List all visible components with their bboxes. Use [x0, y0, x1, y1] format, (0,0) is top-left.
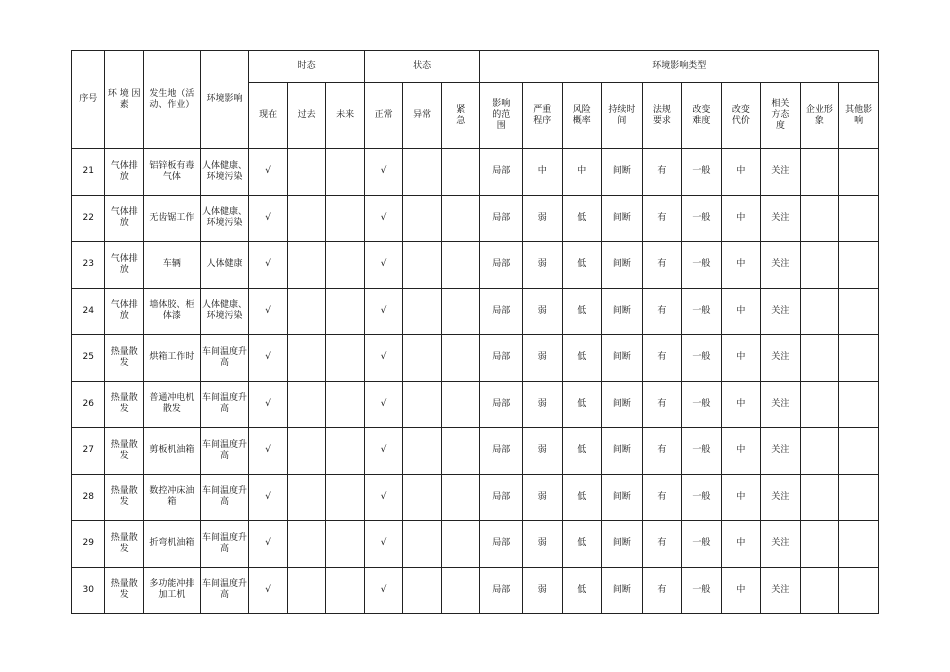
cell-abnormal: [403, 521, 442, 568]
cell-probability: 低: [562, 288, 602, 335]
table-row: [72, 521, 879, 568]
cell-normal: √: [364, 149, 403, 196]
cell-scope: 局部: [480, 149, 523, 196]
cell-past: [287, 381, 326, 428]
cell-location: 车辆: [143, 242, 200, 289]
cell-other: [839, 428, 879, 475]
cell-normal: √: [364, 428, 403, 475]
cell-location: 铝锌板有毒气体: [143, 149, 200, 196]
header-state-abnormal: 异常: [403, 83, 442, 149]
cell-image: [800, 428, 839, 475]
cell-cost: 中: [721, 567, 761, 614]
cell-past: [287, 474, 326, 521]
header-factor: 环 境 因素: [105, 51, 144, 149]
cell-factor: 气体排放: [105, 242, 144, 289]
cell-no: 23: [72, 242, 105, 289]
cell-now: √: [249, 381, 288, 428]
cell-past: [287, 195, 326, 242]
header-state-normal: 正常: [364, 83, 403, 149]
cell-urgent: [441, 288, 480, 335]
cell-location: 剪板机油箱: [143, 428, 200, 475]
cell-past: [287, 242, 326, 289]
cell-attitude: 关注: [761, 288, 801, 335]
cell-impact: 车间温度升高: [200, 474, 249, 521]
cell-factor: 气体排放: [105, 195, 144, 242]
header-impact-type: 环境影响类型: [480, 51, 879, 83]
cell-abnormal: [403, 567, 442, 614]
cell-scope: 局部: [480, 335, 523, 382]
cell-image: [800, 242, 839, 289]
cell-impact: 人体健康、环境污染: [200, 149, 249, 196]
cell-other: [839, 288, 879, 335]
cell-impact: 人体健康: [200, 242, 249, 289]
cell-other: [839, 521, 879, 568]
cell-duration: 间断: [602, 521, 643, 568]
header-tense: 时态: [249, 51, 365, 83]
cell-future: [326, 335, 365, 382]
cell-attitude: 关注: [761, 521, 801, 568]
cell-severity: 弱: [523, 428, 563, 475]
cell-severity: 中: [523, 149, 563, 196]
header-type-attitude: 相关方态度: [761, 83, 801, 149]
cell-no: 28: [72, 474, 105, 521]
cell-difficulty: 一般: [682, 428, 722, 475]
cell-factor: 热量散发: [105, 381, 144, 428]
cell-image: [800, 474, 839, 521]
cell-law: 有: [642, 242, 682, 289]
cell-difficulty: 一般: [682, 335, 722, 382]
cell-urgent: [441, 195, 480, 242]
cell-cost: 中: [721, 381, 761, 428]
cell-no: 30: [72, 567, 105, 614]
cell-no: 22: [72, 195, 105, 242]
cell-now: √: [249, 521, 288, 568]
cell-cost: 中: [721, 288, 761, 335]
cell-now: √: [249, 242, 288, 289]
cell-no: 26: [72, 381, 105, 428]
cell-impact: 车间温度升高: [200, 335, 249, 382]
cell-factor: 气体排放: [105, 288, 144, 335]
header-state: 状态: [364, 51, 480, 83]
cell-law: 有: [642, 335, 682, 382]
cell-probability: 低: [562, 242, 602, 289]
cell-law: 有: [642, 195, 682, 242]
cell-scope: 局部: [480, 242, 523, 289]
cell-difficulty: 一般: [682, 149, 722, 196]
cell-difficulty: 一般: [682, 288, 722, 335]
table-row: [72, 149, 879, 196]
table-row: [72, 428, 879, 475]
cell-law: 有: [642, 149, 682, 196]
cell-cost: 中: [721, 335, 761, 382]
header-type-cost: 改变代价: [721, 83, 761, 149]
cell-location: 烘箱工作时: [143, 335, 200, 382]
cell-now: √: [249, 428, 288, 475]
table-row: [72, 474, 879, 521]
header-type-probability: 风险概率: [562, 83, 602, 149]
cell-scope: 局部: [480, 428, 523, 475]
cell-attitude: 关注: [761, 567, 801, 614]
cell-severity: 弱: [523, 474, 563, 521]
table-row: [72, 288, 879, 335]
header-location: 发生地（活动、作业）: [143, 51, 200, 149]
cell-impact: 人体健康、环境污染: [200, 288, 249, 335]
cell-duration: 间断: [602, 381, 643, 428]
cell-past: [287, 521, 326, 568]
cell-duration: 间断: [602, 149, 643, 196]
cell-attitude: 关注: [761, 381, 801, 428]
cell-probability: 低: [562, 521, 602, 568]
cell-no: 25: [72, 335, 105, 382]
cell-past: [287, 288, 326, 335]
cell-difficulty: 一般: [682, 195, 722, 242]
cell-future: [326, 195, 365, 242]
cell-impact: 车间温度升高: [200, 567, 249, 614]
environmental-factor-table: [71, 50, 879, 614]
cell-severity: 弱: [523, 288, 563, 335]
cell-abnormal: [403, 242, 442, 289]
cell-now: √: [249, 335, 288, 382]
cell-other: [839, 242, 879, 289]
cell-no: 21: [72, 149, 105, 196]
cell-cost: 中: [721, 242, 761, 289]
cell-difficulty: 一般: [682, 381, 722, 428]
cell-past: [287, 149, 326, 196]
cell-abnormal: [403, 195, 442, 242]
cell-image: [800, 521, 839, 568]
cell-urgent: [441, 521, 480, 568]
cell-attitude: 关注: [761, 149, 801, 196]
cell-future: [326, 521, 365, 568]
cell-now: √: [249, 474, 288, 521]
cell-duration: 间断: [602, 567, 643, 614]
cell-normal: √: [364, 242, 403, 289]
table-row: [72, 335, 879, 382]
cell-image: [800, 567, 839, 614]
header-row-top: [72, 51, 879, 83]
header-tense-future: 未来: [326, 83, 365, 149]
cell-duration: 间断: [602, 288, 643, 335]
cell-abnormal: [403, 288, 442, 335]
cell-urgent: [441, 381, 480, 428]
cell-other: [839, 149, 879, 196]
header-type-scope: 影响的范围: [480, 83, 523, 149]
table-row: [72, 242, 879, 289]
cell-factor: 热量散发: [105, 335, 144, 382]
cell-location: 普通冲电机散发: [143, 381, 200, 428]
cell-impact: 人体健康、环境污染: [200, 195, 249, 242]
cell-cost: 中: [721, 521, 761, 568]
cell-scope: 局部: [480, 381, 523, 428]
cell-severity: 弱: [523, 242, 563, 289]
table-body: [72, 149, 879, 614]
cell-factor: 热量散发: [105, 474, 144, 521]
cell-urgent: [441, 567, 480, 614]
cell-probability: 低: [562, 567, 602, 614]
cell-urgent: [441, 335, 480, 382]
cell-factor: 气体排放: [105, 149, 144, 196]
cell-difficulty: 一般: [682, 567, 722, 614]
cell-past: [287, 567, 326, 614]
cell-now: √: [249, 567, 288, 614]
cell-duration: 间断: [602, 195, 643, 242]
cell-factor: 热量散发: [105, 567, 144, 614]
cell-image: [800, 288, 839, 335]
cell-location: 折弯机油箱: [143, 521, 200, 568]
cell-future: [326, 567, 365, 614]
cell-urgent: [441, 149, 480, 196]
cell-no: 29: [72, 521, 105, 568]
cell-now: √: [249, 195, 288, 242]
cell-past: [287, 428, 326, 475]
cell-future: [326, 381, 365, 428]
cell-other: [839, 567, 879, 614]
cell-severity: 弱: [523, 381, 563, 428]
cell-no: 24: [72, 288, 105, 335]
cell-abnormal: [403, 335, 442, 382]
cell-cost: 中: [721, 149, 761, 196]
cell-location: 多功能冲排加工机: [143, 567, 200, 614]
cell-probability: 低: [562, 428, 602, 475]
cell-impact: 车间温度升高: [200, 381, 249, 428]
cell-severity: 弱: [523, 335, 563, 382]
cell-difficulty: 一般: [682, 474, 722, 521]
cell-attitude: 关注: [761, 474, 801, 521]
header-type-duration: 持续时间: [602, 83, 643, 149]
cell-abnormal: [403, 474, 442, 521]
cell-normal: √: [364, 335, 403, 382]
header-type-image: 企业形象: [800, 83, 839, 149]
cell-difficulty: 一般: [682, 521, 722, 568]
cell-abnormal: [403, 149, 442, 196]
header-type-law: 法规要求: [642, 83, 682, 149]
cell-normal: √: [364, 288, 403, 335]
cell-location: 无齿锯工作: [143, 195, 200, 242]
header-state-urgent: 紧急: [441, 83, 480, 149]
cell-now: √: [249, 288, 288, 335]
header-type-severity: 严重程序: [523, 83, 563, 149]
cell-law: 有: [642, 521, 682, 568]
cell-future: [326, 428, 365, 475]
cell-location: 数控冲床油箱: [143, 474, 200, 521]
cell-law: 有: [642, 567, 682, 614]
cell-urgent: [441, 242, 480, 289]
header-type-difficulty: 改变难度: [682, 83, 722, 149]
cell-urgent: [441, 428, 480, 475]
cell-normal: √: [364, 474, 403, 521]
cell-law: 有: [642, 428, 682, 475]
table-row: [72, 195, 879, 242]
cell-cost: 中: [721, 428, 761, 475]
header-impact: 环境影响: [200, 51, 249, 149]
cell-normal: √: [364, 381, 403, 428]
cell-cost: 中: [721, 474, 761, 521]
cell-factor: 热量散发: [105, 428, 144, 475]
cell-duration: 间断: [602, 474, 643, 521]
cell-scope: 局部: [480, 567, 523, 614]
cell-attitude: 关注: [761, 195, 801, 242]
cell-abnormal: [403, 381, 442, 428]
cell-location: 墙体胶、柜体漆: [143, 288, 200, 335]
cell-probability: 低: [562, 381, 602, 428]
table-row: [72, 381, 879, 428]
cell-future: [326, 149, 365, 196]
cell-scope: 局部: [480, 474, 523, 521]
cell-future: [326, 474, 365, 521]
cell-future: [326, 288, 365, 335]
header-type-other: 其他影响: [839, 83, 879, 149]
header-seq: 序号: [72, 51, 105, 149]
cell-normal: √: [364, 567, 403, 614]
cell-factor: 热量散发: [105, 521, 144, 568]
cell-other: [839, 195, 879, 242]
cell-difficulty: 一般: [682, 242, 722, 289]
cell-past: [287, 335, 326, 382]
cell-law: 有: [642, 474, 682, 521]
cell-attitude: 关注: [761, 242, 801, 289]
cell-duration: 间断: [602, 335, 643, 382]
cell-probability: 中: [562, 149, 602, 196]
cell-duration: 间断: [602, 428, 643, 475]
cell-other: [839, 381, 879, 428]
cell-future: [326, 242, 365, 289]
cell-impact: 车间温度升高: [200, 521, 249, 568]
cell-impact: 车间温度升高: [200, 428, 249, 475]
cell-abnormal: [403, 428, 442, 475]
cell-normal: √: [364, 521, 403, 568]
cell-image: [800, 149, 839, 196]
cell-scope: 局部: [480, 521, 523, 568]
cell-law: 有: [642, 288, 682, 335]
cell-other: [839, 335, 879, 382]
cell-no: 27: [72, 428, 105, 475]
cell-law: 有: [642, 381, 682, 428]
cell-image: [800, 381, 839, 428]
cell-scope: 局部: [480, 195, 523, 242]
cell-scope: 局部: [480, 288, 523, 335]
cell-severity: 弱: [523, 567, 563, 614]
header-tense-now: 现在: [249, 83, 288, 149]
cell-image: [800, 195, 839, 242]
cell-probability: 低: [562, 195, 602, 242]
table-row: [72, 567, 879, 614]
cell-normal: √: [364, 195, 403, 242]
cell-cost: 中: [721, 195, 761, 242]
cell-attitude: 关注: [761, 335, 801, 382]
cell-other: [839, 474, 879, 521]
cell-probability: 低: [562, 335, 602, 382]
cell-now: √: [249, 149, 288, 196]
cell-image: [800, 335, 839, 382]
cell-severity: 弱: [523, 521, 563, 568]
cell-duration: 间断: [602, 242, 643, 289]
cell-severity: 弱: [523, 195, 563, 242]
header-tense-past: 过去: [287, 83, 326, 149]
cell-probability: 低: [562, 474, 602, 521]
cell-attitude: 关注: [761, 428, 801, 475]
cell-urgent: [441, 474, 480, 521]
